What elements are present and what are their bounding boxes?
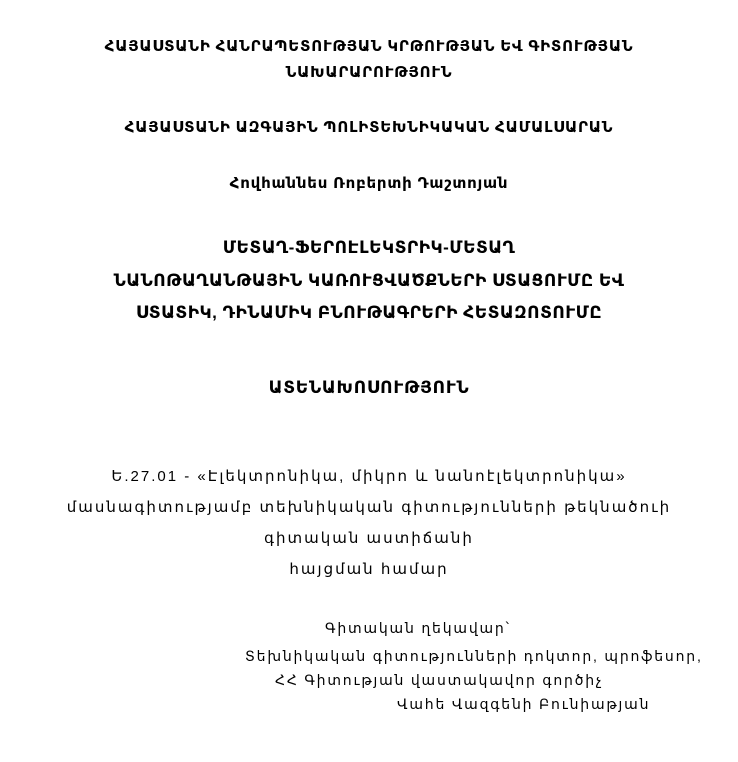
document-type: ԱՏԵՆԱԽՈՍՈՒԹՅՈՒՆ <box>268 378 470 397</box>
advisor-heading: Գիտական ղեկավար՝ <box>325 620 511 636</box>
thesis-title-line-1: ՄԵՏԱՂ-ՖԵՐՈԷԼԵԿՏՐԻԿ-ՄԵՏԱՂ <box>222 238 516 257</box>
advisor-degree: Տեխնիկական գիտությունների դոկտոր, պրոֆեսոր, <box>245 648 703 664</box>
ministry-line-2: ՆԱԽԱՐԱՐՈՒԹՅՈՒՆ <box>285 64 453 81</box>
university-name: ՀԱՅԱՍՏԱՆԻ ԱԶԳԱՅԻՆ ՊՈԼԻՏԵԽՆԻԿԱԿԱՆ ՀԱՄԱԼՍԱՐԱՆ <box>124 119 614 136</box>
advisor-name: Վահե Վազգենի Բունիաթյան <box>397 696 651 712</box>
specialty-line-3: գիտական աստիճանի <box>264 530 474 547</box>
specialty-line-1: Ե.27.01 - «Էլեկտրոնիկա, միկրո և նանոէլեկտրոնիկա» <box>111 468 627 485</box>
ministry-line-1: ՀԱՅԱՍՏԱՆԻ ՀԱՆՐԱՊԵՏՈՒԹՅԱՆ ԿՐԹՈՒԹՅԱՆ ԵՎ ԳԻՏՈՒԹՅԱՆ <box>104 38 634 55</box>
advisor-honor: ՀՀ Գիտության վաստակավոր գործիչ <box>275 672 604 688</box>
author-name: Հովհաննես Ռոբերտի Դաշտոյան <box>229 175 509 192</box>
specialty-line-4: հայցման համար <box>289 561 449 578</box>
thesis-title-line-2: ՆԱՆՈԹԱՂԱՆԹԱՅԻՆ ԿԱՌՈՒՑՎԱԾՔՆԵՐԻ ՍՏԱՑՈՒՄԸ ԵՎ <box>113 271 625 290</box>
specialty-line-2: մասնագիտությամբ տեխնիկական գիտությունների թեկնածուի <box>66 499 672 516</box>
thesis-title-line-3: ՍՏԱՏԻԿ, ԴԻՆԱՄԻԿ ԲՆՈՒԹԱԳՐԵՐԻ ՀԵՏԱԶՈՏՈՒՄԸ <box>135 303 603 322</box>
